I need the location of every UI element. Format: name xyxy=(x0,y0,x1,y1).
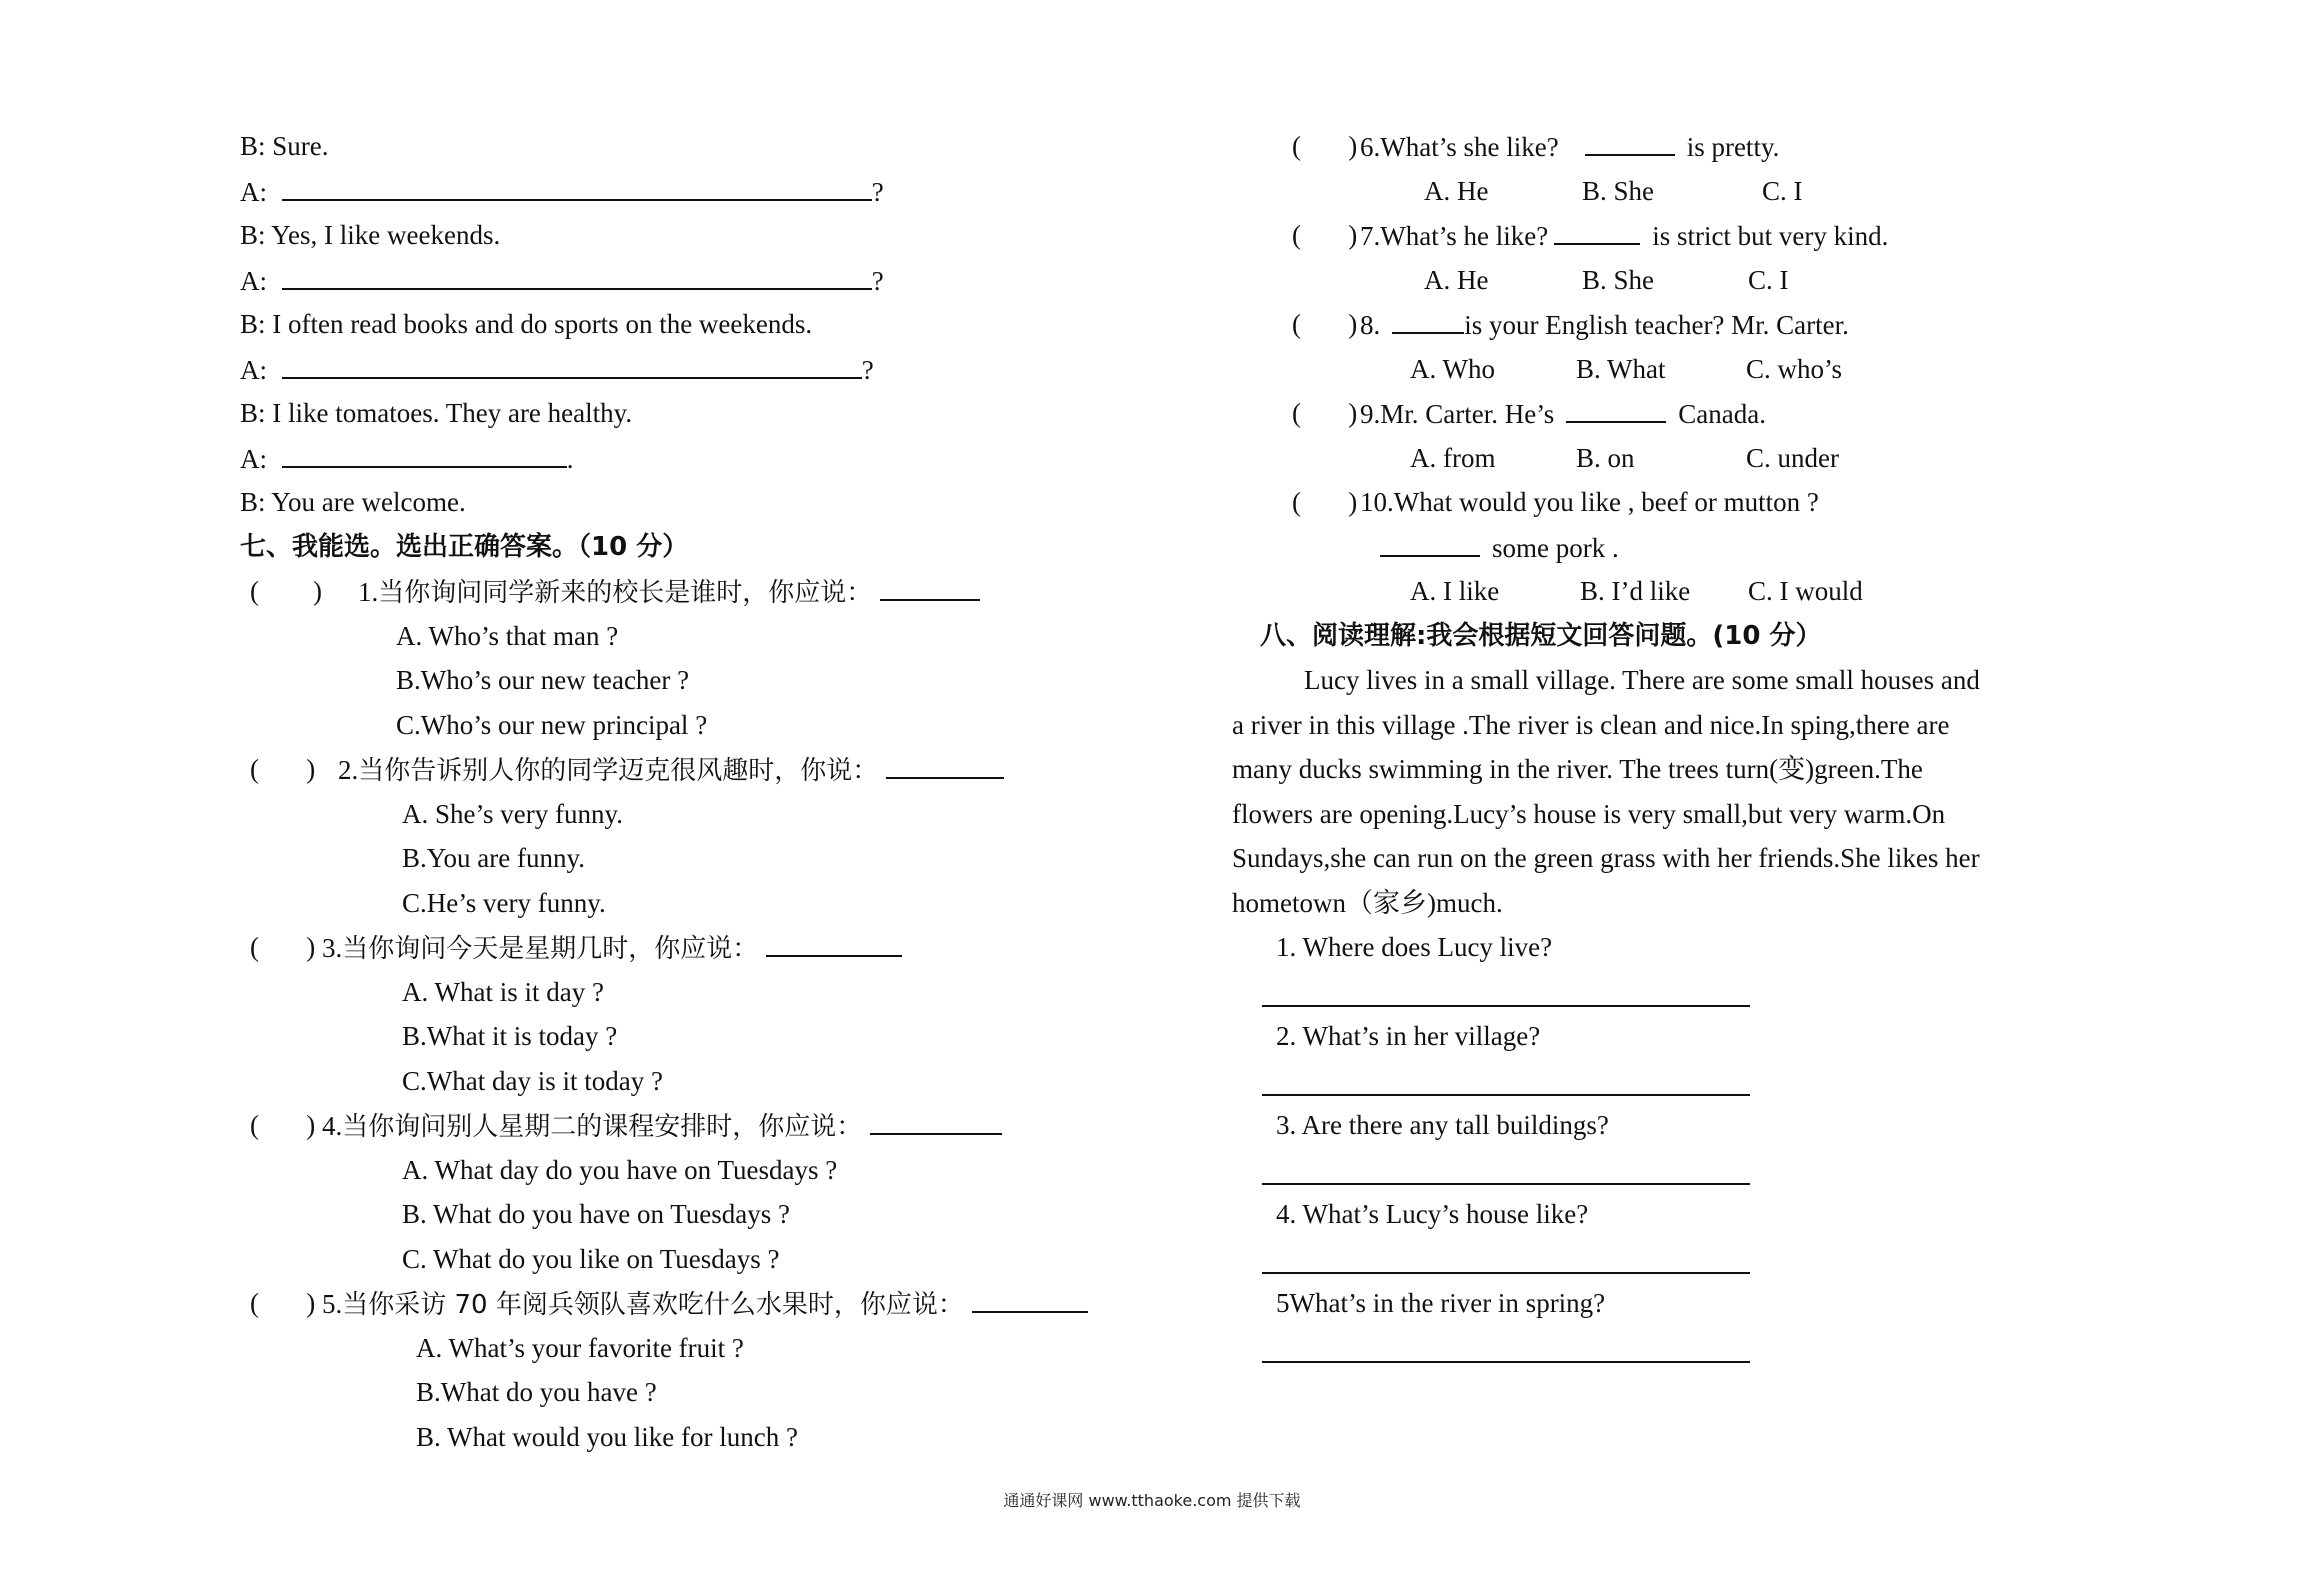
option-line xyxy=(240,881,1200,926)
option-a[interactable]: A. What’s your favorite fruit ? xyxy=(416,1332,744,1363)
option-a[interactable]: A. from xyxy=(1410,442,1496,473)
option-line xyxy=(1232,347,2112,392)
question-second-line xyxy=(1232,525,2112,570)
option-b[interactable]: B. I’d like xyxy=(1580,576,1691,606)
speaker: A: xyxy=(240,176,267,207)
option-line xyxy=(240,970,1200,1015)
question-prompt: 当你询问别人星期二的课程安排时，你应说： xyxy=(342,1112,863,1142)
passage-line: flowers are opening.Lucy’s house is very small,but very warm.On xyxy=(1232,798,1946,829)
dialogue-line xyxy=(240,169,1200,214)
dialogue-text: Yes, I like weekends. xyxy=(271,220,501,250)
option-line xyxy=(240,1415,1200,1460)
option-c[interactable]: C. What do you like on Tuesdays ? xyxy=(402,1243,780,1274)
answer-paren[interactable]: ( ) xyxy=(250,1288,316,1318)
option-c[interactable]: C.Who’s our new principal ? xyxy=(396,709,708,740)
question-prompt: 当你询问同学新来的校长是谁时，你应说： xyxy=(378,578,873,608)
question-item xyxy=(1232,124,2112,169)
option-line xyxy=(1232,436,2112,481)
question-item xyxy=(1232,302,2112,347)
passage-line: hometown（家乡)much. xyxy=(1232,887,1503,918)
reading-question: 5What’s in the river in spring? xyxy=(1276,1288,1606,1318)
option-b[interactable]: B. She xyxy=(1582,264,1655,295)
speaker: B: xyxy=(240,309,266,339)
option-a[interactable]: A. He xyxy=(1424,264,1489,295)
speaker: B: xyxy=(240,131,266,161)
question-item xyxy=(240,925,1200,970)
answer-blank[interactable] xyxy=(282,436,567,468)
question-before: What’s she like? xyxy=(1380,132,1559,162)
question-item xyxy=(1232,213,2112,258)
option-line xyxy=(240,1059,1200,1104)
reading-question: 3. Are there any tall buildings? xyxy=(1276,1110,1609,1140)
speaker: A: xyxy=(240,443,267,474)
section-8-title: 八、阅读理解:我会根据短文回答问题。(10 分） xyxy=(1260,620,1822,651)
line-end: ? xyxy=(861,354,874,385)
answer-blank[interactable] xyxy=(282,347,862,379)
option-line xyxy=(240,614,1200,659)
option-c[interactable]: C. I xyxy=(1762,175,1803,206)
speaker: B: xyxy=(240,220,266,250)
option-b[interactable]: B.What do you have ? xyxy=(416,1377,657,1407)
option-line xyxy=(240,1370,1200,1415)
option-a[interactable]: A. Who’s that man ? xyxy=(396,620,619,651)
dialogue-line xyxy=(240,213,1200,258)
answer-paren[interactable]: ( ) xyxy=(1292,398,1358,428)
question-after: Canada. xyxy=(1678,399,1766,429)
answer-line[interactable] xyxy=(1262,1094,1750,1096)
question-number: 10. xyxy=(1360,487,1394,517)
option-b[interactable]: B.You are funny. xyxy=(402,843,586,873)
dialogue-line xyxy=(240,436,1200,481)
answer-line[interactable] xyxy=(1262,1183,1750,1185)
dialogue-line xyxy=(240,302,1200,347)
option-a[interactable]: A. What day do you have on Tuesdays ? xyxy=(402,1154,838,1185)
dialogue-text: You are welcome. xyxy=(271,487,466,517)
option-line xyxy=(240,1148,1200,1193)
answer-blank[interactable] xyxy=(1585,124,1675,156)
speaker: A: xyxy=(240,265,267,296)
option-b[interactable]: B. She xyxy=(1582,175,1655,206)
answer-paren[interactable]: ( ) xyxy=(1292,487,1358,517)
speaker: B: xyxy=(240,487,266,517)
option-b[interactable]: B.What it is today ? xyxy=(402,1021,618,1051)
question-number: 4. xyxy=(322,1111,343,1141)
answer-paren[interactable]: ( ) xyxy=(1292,309,1358,339)
reading-question: 1. Where does Lucy live? xyxy=(1276,932,1553,962)
dialogue-text: I like tomatoes. They are healthy. xyxy=(272,398,633,428)
question-prompt: 当你询问今天是星期几时，你应说： xyxy=(342,934,759,964)
option-c[interactable]: C. under xyxy=(1746,442,1839,473)
option-c[interactable]: C.He’s very funny. xyxy=(402,887,606,918)
question-number: 9. xyxy=(1360,399,1381,429)
left-column xyxy=(240,124,1200,1459)
question-number: 7. xyxy=(1360,221,1381,251)
right-column xyxy=(1232,124,2112,1371)
line-end: ? xyxy=(871,265,884,296)
dialogue-line xyxy=(240,391,1200,436)
option-line xyxy=(240,1326,1200,1371)
answer-line[interactable] xyxy=(1262,1005,1750,1007)
dialogue-text: Sure. xyxy=(272,131,329,161)
passage-line: a river in this village .The river is clean and nice.In sping,there are xyxy=(1232,709,1950,740)
passage-line: Lucy lives in a small village. There are some small houses and xyxy=(1304,665,1980,695)
passage-line: Sundays,she can run on the green grass with her friends.She likes her xyxy=(1232,843,1980,873)
option-a[interactable]: A. Who xyxy=(1410,353,1495,384)
section-7-title: 七、我能选。选出正确答案。（10 分） xyxy=(240,531,689,562)
question-number: 3. xyxy=(322,933,343,963)
answer-blank[interactable] xyxy=(1554,213,1640,245)
option-line xyxy=(1232,569,2112,614)
option-a[interactable]: A. What is it day ? xyxy=(402,976,604,1007)
question-after: is your English teacher? Mr. Carter. xyxy=(1464,310,1849,340)
option-b[interactable]: B.Who’s our new teacher ? xyxy=(396,665,690,695)
answer-paren[interactable]: ( ) xyxy=(250,754,316,784)
question-after: is strict but very kind. xyxy=(1652,221,1889,251)
question-before: What’s he like? xyxy=(1380,221,1549,251)
line-end: ? xyxy=(871,176,884,207)
option-c[interactable]: B. What would you like for lunch ? xyxy=(416,1421,798,1452)
option-line xyxy=(240,1014,1200,1059)
question-number: 5. xyxy=(322,1289,343,1319)
option-b[interactable]: B. on xyxy=(1576,442,1635,473)
question-number: 6. xyxy=(1360,132,1381,162)
speaker: B: xyxy=(240,398,266,428)
option-b[interactable]: B. What do you have on Tuesdays ? xyxy=(402,1199,790,1229)
answer-blank[interactable] xyxy=(1380,525,1480,557)
question-prompt: 当你告诉别人你的同学迈克很风趣时，你说： xyxy=(358,756,879,786)
question-item xyxy=(240,569,1200,614)
option-line xyxy=(240,836,1200,881)
question-number: 1. xyxy=(358,577,379,607)
answer-paren[interactable]: ( ) xyxy=(250,576,322,606)
line-end: . xyxy=(566,443,574,474)
option-c[interactable]: C. who’s xyxy=(1746,353,1843,384)
footer-credit: 通通好课网 www.tthaoke.com 提供下载 xyxy=(1003,1491,1301,1510)
option-line xyxy=(240,703,1200,748)
option-c[interactable]: C.What day is it today ? xyxy=(402,1065,663,1096)
passage-line: many ducks swimming in the river. The trees turn(变)green.The xyxy=(1232,754,1923,784)
dialogue-line xyxy=(240,480,1200,525)
answer-paren[interactable]: ( ) xyxy=(250,932,316,962)
option-line xyxy=(1232,169,2112,214)
option-a[interactable]: A. He xyxy=(1424,175,1489,206)
option-line xyxy=(240,792,1200,837)
answer-blank[interactable] xyxy=(870,1103,1002,1135)
dialogue-line xyxy=(240,258,1200,303)
question-number: 8. xyxy=(1360,310,1381,340)
dialogue-text: I often read books and do sports on the weekends. xyxy=(272,309,813,339)
answer-blank[interactable] xyxy=(282,169,872,201)
option-line xyxy=(1232,258,2112,303)
answer-blank[interactable] xyxy=(766,925,902,957)
answer-paren[interactable]: ( ) xyxy=(1292,220,1358,250)
reading-questions xyxy=(1232,925,2112,1281)
speaker: A: xyxy=(240,354,267,385)
option-a[interactable]: A. She’s very funny. xyxy=(402,798,623,829)
answer-blank[interactable] xyxy=(1392,302,1464,334)
answer-blank[interactable] xyxy=(972,1281,1088,1313)
answer-blank[interactable] xyxy=(886,747,1004,779)
option-line xyxy=(240,1192,1200,1237)
answer-paren[interactable]: ( ) xyxy=(1292,131,1358,161)
dialogue-line xyxy=(240,347,1200,392)
reading-question: 2. What’s in her village? xyxy=(1276,1021,1541,1051)
option-line xyxy=(240,1237,1200,1282)
question-before: What would you like , beef or mutton ? xyxy=(1393,487,1819,517)
reading-question-5 xyxy=(1232,1281,2112,1371)
answer-blank[interactable] xyxy=(1566,391,1666,423)
option-c[interactable]: C. I would xyxy=(1748,576,1863,606)
answer-line[interactable] xyxy=(1262,1361,1750,1363)
option-line xyxy=(240,658,1200,703)
question-before: Mr. Carter. He’s xyxy=(1380,399,1555,429)
answer-paren[interactable]: ( ) xyxy=(250,1110,316,1140)
reading-question: 4. What’s Lucy’s house like? xyxy=(1276,1199,1589,1229)
question-item xyxy=(240,1281,1200,1326)
question-item xyxy=(1232,480,2112,525)
option-c[interactable]: C. I xyxy=(1748,264,1789,295)
question-prompt: 当你采访 70 年阅兵领队喜欢吃什么水果时，你应说： xyxy=(342,1290,964,1320)
question-after: is pretty. xyxy=(1686,132,1780,162)
option-a[interactable]: A. I like xyxy=(1410,576,1500,606)
question-second: some pork . xyxy=(1492,532,1619,563)
dialogue-line xyxy=(240,124,1200,169)
answer-line[interactable] xyxy=(1262,1272,1750,1274)
answer-blank[interactable] xyxy=(282,258,872,290)
answer-blank[interactable] xyxy=(880,569,980,601)
question-item xyxy=(1232,391,2112,436)
question-number: 2. xyxy=(338,755,359,785)
question-item xyxy=(240,1103,1200,1148)
question-item xyxy=(240,747,1200,792)
option-b[interactable]: B. What xyxy=(1576,353,1666,384)
